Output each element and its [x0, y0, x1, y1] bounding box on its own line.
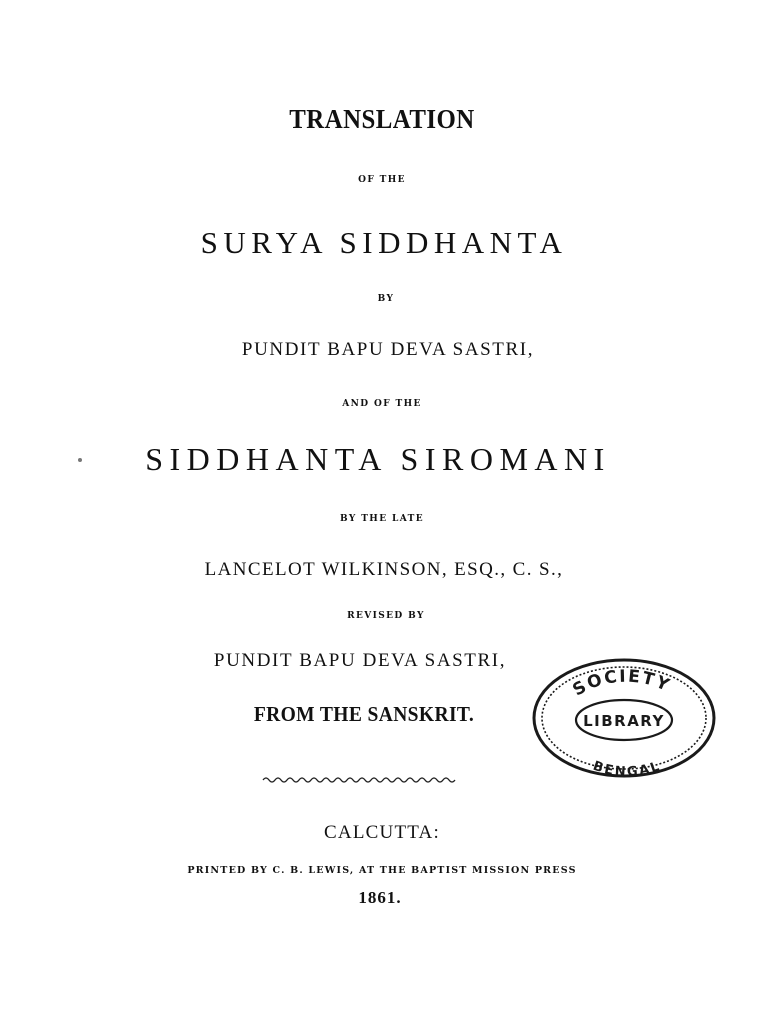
work-title-surya-siddhanta: SURYA SIDDHANTA — [200, 225, 568, 260]
translator-name: PUNDIT BAPU DEVA SASTRI, — [241, 339, 535, 360]
by-connector: BY — [377, 294, 395, 304]
place-of-publication: CALCUTTA: — [324, 822, 440, 843]
second-translator-name: LANCELOT WILKINSON, ESQ., C. S., — [204, 559, 564, 580]
of-the-connector: OF THE — [358, 175, 406, 185]
stamp-middle-text: LIBRARY — [583, 712, 665, 730]
svg-text:SOCIETY: SOCIETY — [569, 666, 674, 701]
stamp-top-text — [569, 667, 673, 701]
by-the-late-connector: BY THE LATE — [340, 514, 424, 524]
publication-year: 1861. — [358, 888, 402, 907]
printer-imprint: PRINTED BY C. B. LEWIS, AT THE BAPTIST MISSION PRESS — [187, 865, 577, 876]
library-stamp — [526, 652, 722, 782]
stamp-bottom-text — [591, 759, 663, 780]
page-title: TRANSLATION — [289, 104, 475, 134]
work-title-siddhanta-siromani: SIDDHANTA SIROMANI — [145, 441, 611, 477]
and-of-the-connector: AND OF THE — [342, 399, 422, 409]
reviser-name: PUNDIT BAPU DEVA SASTRI, — [213, 650, 507, 671]
revised-by-connector: REVISED BY — [347, 611, 425, 621]
ornamental-rule — [261, 773, 461, 787]
svg-text:BENGAL: BENGAL — [590, 758, 664, 780]
source-language-line: FROM THE SANSKRIT. — [253, 702, 475, 726]
